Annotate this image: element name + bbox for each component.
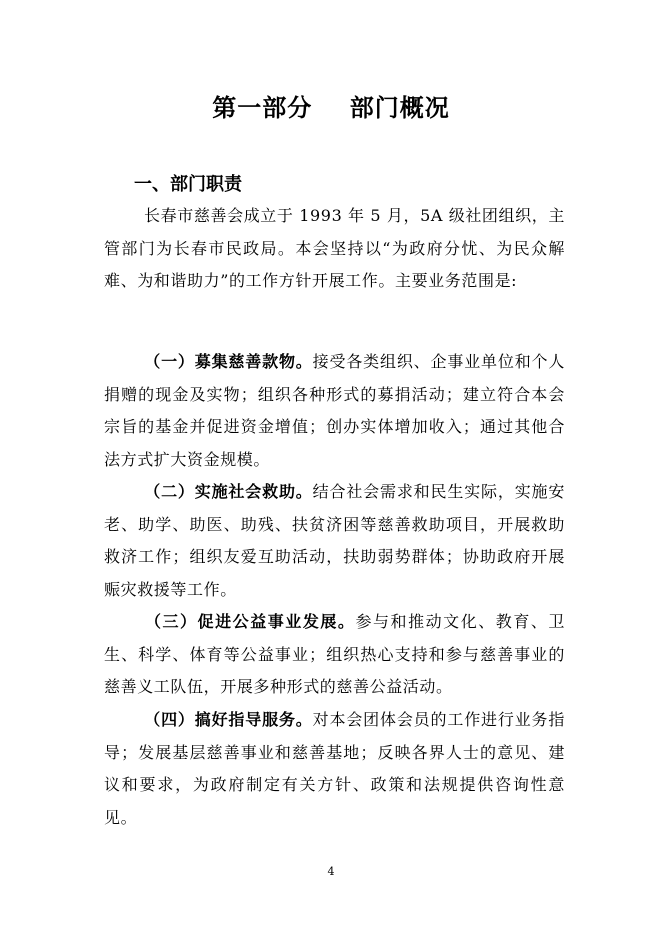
duty-item-text: 对本会团体会员的工作进行业务指导；发展基层慈善事业和慈善基地；反映各界人士的意见、建议和要求，为政府制定有关方针、政策和法规提供咨询性意见。 <box>104 710 565 827</box>
duty-item-4 <box>104 704 565 834</box>
page-title: 第一部分 部门概况 <box>212 94 450 122</box>
duty-item-1 <box>104 346 565 476</box>
duty-item-heading: （一）募集慈善款物。 <box>144 352 313 371</box>
intro-text: 长春市慈善会成立于 1993 年 5 月，5A 级社团组织，主管部门为长春市民政局。本会坚持以“为政府分忧、为民众解难、为和谐助力”的工作方针开展工作。主要业务范围是: <box>104 206 565 290</box>
duty-item-text: 接受各类组织、企事业单位和个人捐赠的现金及实物；组织各种形式的募捐活动；建立符合本会宗旨的基金并促进资金增值；创办实体增加收入；通过其他合法方式扩大资金规模。 <box>104 352 565 469</box>
duty-item-heading: （三）促进公益事业发展。 <box>144 612 356 631</box>
duty-item-3 <box>104 606 565 704</box>
page-number: 4 <box>327 865 335 878</box>
duty-item-heading: （四）搞好指导服务。 <box>144 710 313 729</box>
duty-item-text: 参与和推动文化、教育、卫生、科学、体育等公益事业；组织热心支持和参与慈善事业的慈善义工队伍，开展多种形式的慈善公益活动。 <box>104 612 566 696</box>
section-heading: 一、部门职责 <box>134 174 242 195</box>
duty-item-2 <box>104 476 565 606</box>
duty-item-text: 结合社会需求和民生实际，实施安老、助学、助医、助残、扶贫济困等慈善救助项目，开展救助救济工作；组织友爱互助活动，扶助弱势群体；协助政府开展赈灾救援等工作。 <box>104 482 565 599</box>
intro-paragraph <box>104 200 565 298</box>
duty-item-heading: （二）实施社会救助。 <box>144 482 313 501</box>
